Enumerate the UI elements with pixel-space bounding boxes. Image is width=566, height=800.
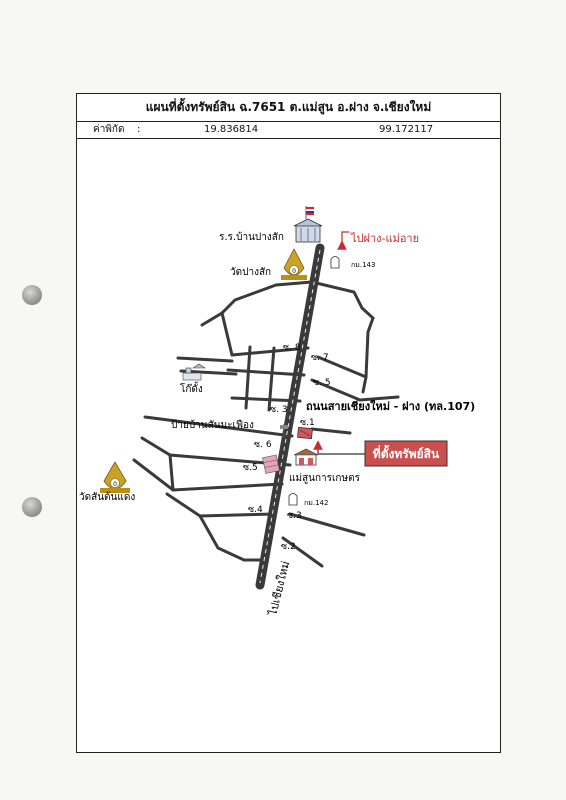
road-soi5-west [228, 370, 304, 375]
soi5-label: ซ. 5 [313, 378, 331, 388]
temple-san-ton-daeng-icon [100, 462, 130, 493]
soi8-label: ซ. 8 [283, 343, 301, 353]
soi5b-label: ซ.5 [243, 463, 258, 473]
temple1-label: วัดปางสัก [230, 267, 272, 278]
page-title: แผนที่ตั้งทรัพย์สิน ฉ.7651 ต.แม่สูน อ.ฝาง จ.เชียงใหม่ [77, 94, 500, 122]
kodang-label: โก๊ดั้ง [180, 384, 203, 395]
soi-5b-road [134, 460, 282, 490]
km142-label: กม.142 [304, 499, 329, 507]
coord-separator: : [137, 124, 141, 135]
latitude-value: 19.836814 [204, 124, 259, 135]
soi-1-road [312, 429, 350, 433]
soi4-label: ซ.4 [248, 505, 263, 515]
coop-label: แม่สูนการเกษตร [289, 473, 360, 484]
temple1-badge: 0 [292, 268, 296, 275]
km-marker-icon [331, 257, 339, 269]
road-vertical-3 [170, 455, 173, 490]
temple-pang-sak-icon [281, 249, 307, 280]
property-label: ที่ตั้งทรัพย์สิน [372, 447, 440, 461]
soi7-label: ซ. 7 [311, 353, 329, 363]
road-left-a [178, 358, 232, 361]
temple2-badge: 0 [113, 481, 117, 488]
soi2-label: ซ.2 [281, 542, 296, 552]
to-chiangmai-label: ไปเชียงใหม่ [266, 559, 293, 617]
longitude-value: 99.172117 [379, 124, 434, 135]
shophouse-icon [263, 455, 280, 474]
road-south-loop [200, 516, 262, 560]
road-upper-left [222, 313, 232, 355]
road-upper-loop [202, 282, 312, 325]
busstop-label: ป้ายบ้านสันมะเฟือง [171, 420, 254, 431]
soi6-label: ซ. 6 [254, 440, 272, 450]
soi3b-label: ซ.3 [287, 511, 302, 521]
school-label: ร.ร.บ้านปางสัก [219, 232, 284, 243]
km143-label: กม.143 [351, 261, 376, 269]
km-marker-142-icon [289, 494, 297, 506]
coord-label: ค่าพิกัด [93, 124, 125, 135]
road-name-label: ถนนสายเชียงใหม่ - ฝาง (ทล.107) [306, 400, 476, 413]
soi3-label: ซ. 3 [270, 405, 288, 415]
highway-107 [260, 248, 320, 585]
property-pointer-arrow-icon [318, 445, 365, 454]
temple2-label: วัดสันต้นแดง [79, 492, 136, 503]
school-building-icon [294, 206, 322, 242]
to-fang-label: ไปฝาง-แม่อาย [351, 232, 420, 245]
coop-building-icon [294, 449, 318, 465]
to-fang-arrow-icon [342, 232, 349, 245]
soi1-label: ซ.1 [300, 418, 315, 428]
